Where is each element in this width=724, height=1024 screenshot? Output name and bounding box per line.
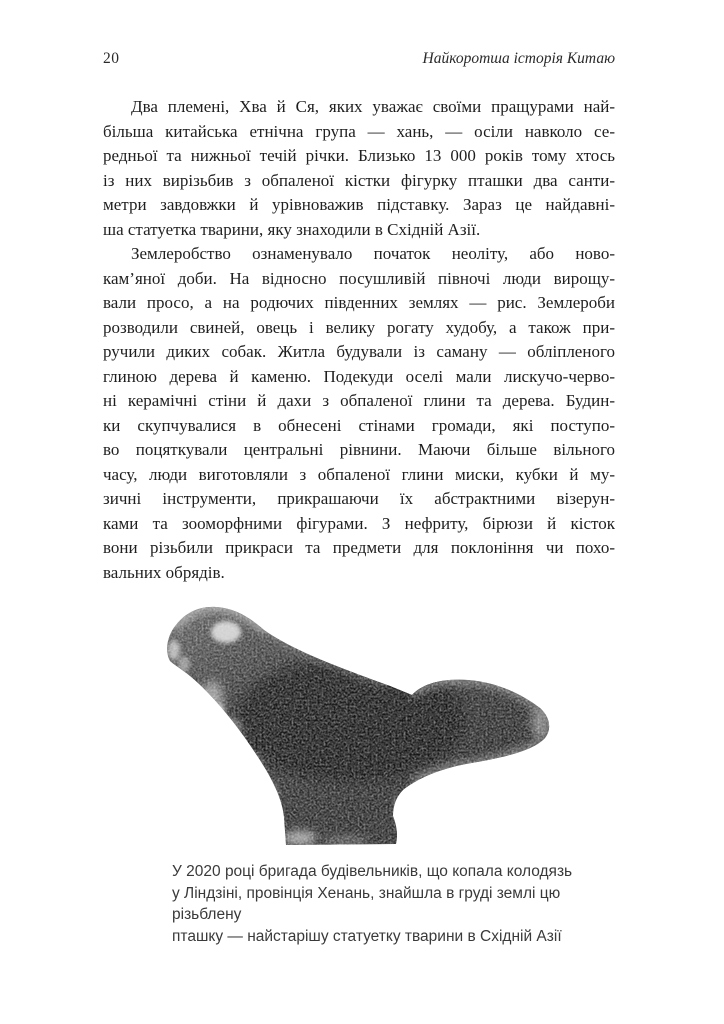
text-line: глиною дерева й каменю. Подекуди оселі мали лискучо-черво- xyxy=(103,366,615,386)
text-line: Два племені, Хва й Ся, яких уважає своїми пращурами най- xyxy=(131,97,615,116)
text-line: ручили диких собак. Житла будували із саману — обліпленого xyxy=(103,342,615,361)
text-line: із них вирізьбив з обпаленої кістки фігурку пташки два санти- xyxy=(103,170,615,190)
text-line: кам’яної доби. На відносно посушливій півночі люди вирощу- xyxy=(103,268,615,288)
text-line: вали просо, а на родючих південних землях — рис. Землероби xyxy=(103,293,615,312)
text-line: ні керамічні стіни й дахи з обпаленої глини та дерева. Будин- xyxy=(103,391,615,410)
running-title: Найкоротша історія Китаю xyxy=(422,50,615,67)
text-line: вони різьбили прикраси та предмети для поклоніння чи похо- xyxy=(103,538,615,557)
bird-figurine-image xyxy=(160,598,560,858)
page-number: 20 xyxy=(103,50,120,67)
text-line: зичні інструменти, прикрашаючи їх абстрактними візерун- xyxy=(103,489,615,508)
caption-line: пташку — найстарішу статуетку тварини в Східній Азії xyxy=(172,927,562,945)
body-text xyxy=(103,95,615,585)
text-line: часу, люди виготовляли з обпаленої глини миски, кубки й му- xyxy=(103,464,615,484)
paragraph-1 xyxy=(103,95,615,242)
text-line: Землеробство ознаменувало початок неоліту, або ново- xyxy=(131,244,615,263)
text-line: ша статуетка тварини, яку знаходили в Східній Азії. xyxy=(103,219,481,239)
figure-bird xyxy=(160,598,560,858)
caption-line: у Ліндзіні, провінція Хенань, знайшла в груді землі цю різьблену xyxy=(172,884,561,923)
caption-line: У 2020 році бригада будівельників, що копала колодязь xyxy=(172,863,573,880)
text-line: редньої та нижньої течій річки. Близько 13 000 років тому хтось xyxy=(103,146,615,165)
text-line: ками та зооморфними фігурами. З нефриту, бірюзи й кісток xyxy=(103,513,615,533)
text-line: вальних обрядів. xyxy=(103,562,225,582)
text-line: розводили свиней, овець і велику рогату худобу, а також при- xyxy=(103,317,615,337)
text-line: ки скупчувалися в обнесені стінами громади, які поступо- xyxy=(103,415,615,435)
text-line: більша китайська етнічна група — хань, — осіли навколо се- xyxy=(103,121,615,141)
figure-caption xyxy=(172,861,622,947)
text-line: во поцяткували центральні рівнини. Маючи більше вільного xyxy=(103,440,615,459)
page-header xyxy=(103,50,615,68)
paragraph-2 xyxy=(103,242,615,585)
text-line: метри завдовжки й урівноважив підставку. Зараз це найдавні- xyxy=(103,195,615,214)
